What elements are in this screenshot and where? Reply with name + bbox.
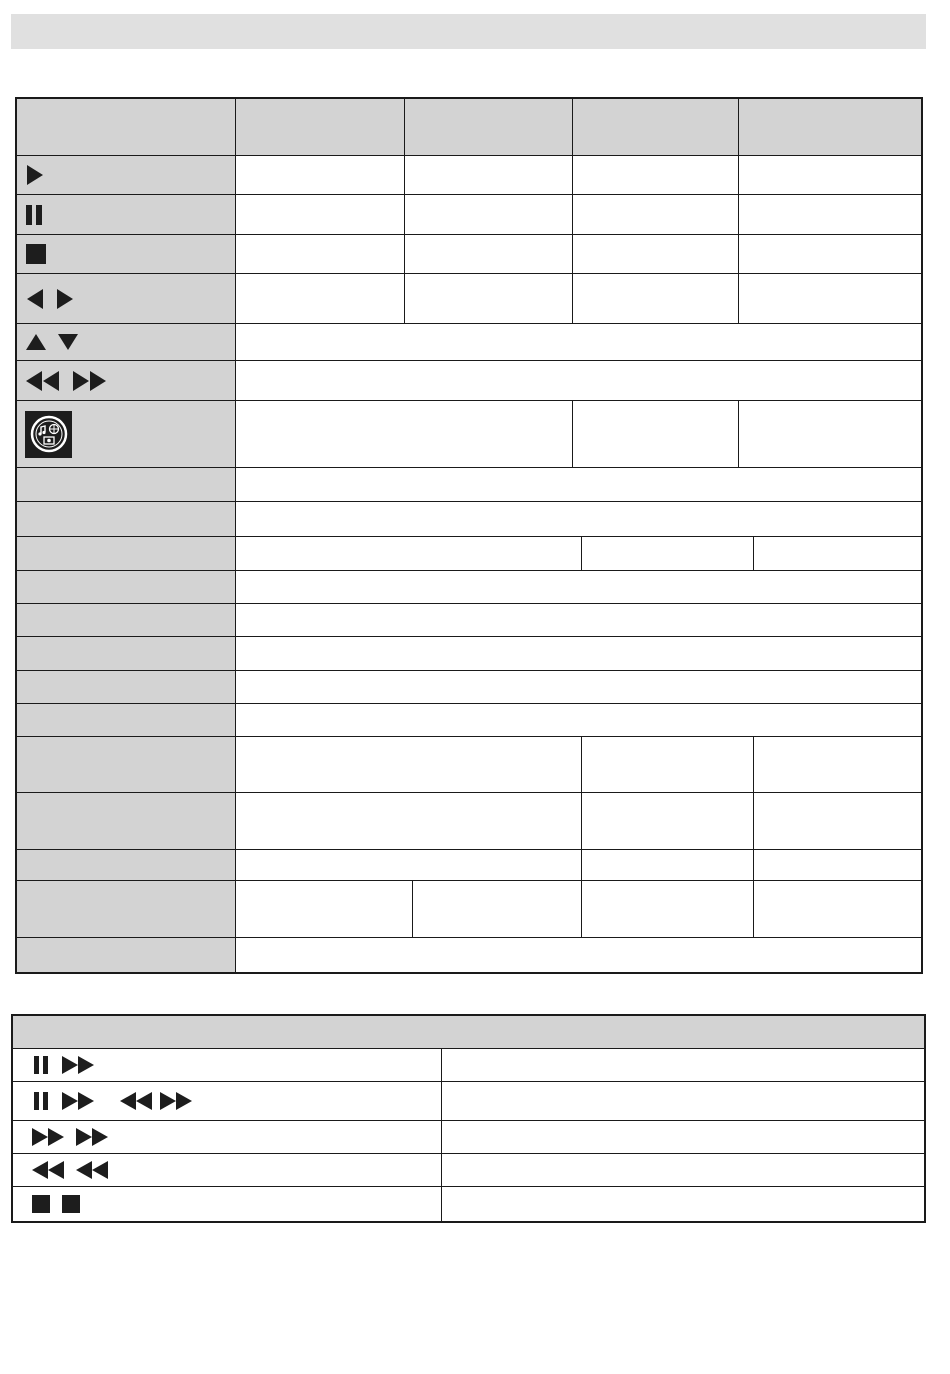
row-key-stop <box>17 235 235 273</box>
fast-forward-icon <box>31 1127 65 1147</box>
table-cell <box>739 235 921 273</box>
table-cell-split <box>236 850 921 880</box>
table-cell <box>739 274 921 323</box>
row-key <box>17 671 235 703</box>
table-cell-merged <box>236 671 921 703</box>
row-key <box>17 737 235 792</box>
fast-forward-icon <box>71 370 107 392</box>
fast-forward-icon <box>75 1127 109 1147</box>
table-cell <box>405 156 572 194</box>
row-key-rewind-forward <box>17 361 235 400</box>
table-cell <box>573 274 738 323</box>
row-key-media-browser <box>17 401 235 467</box>
table-cell <box>739 156 921 194</box>
rewind-icon <box>25 370 61 392</box>
table-cell <box>739 401 921 467</box>
table-cell <box>573 156 738 194</box>
table-cell-merged <box>236 361 921 400</box>
row-key-play <box>17 156 235 194</box>
sequence-row-keys <box>13 1049 441 1081</box>
stop-icon <box>61 1194 81 1214</box>
rewind-icon <box>75 1160 109 1180</box>
left-arrow-icon <box>25 288 45 310</box>
media-playback-table <box>15 97 923 974</box>
row-key <box>17 938 235 972</box>
sequence-row-keys <box>13 1187 441 1221</box>
row-key <box>17 881 235 937</box>
row-key-left-right <box>17 274 235 323</box>
header-cell <box>573 99 738 155</box>
play-icon <box>25 164 45 186</box>
row-key <box>17 793 235 849</box>
table-cell-merged <box>236 502 921 536</box>
row-key <box>17 637 235 670</box>
pause-icon <box>25 204 45 226</box>
row-key <box>17 468 235 501</box>
pause-icon <box>33 1055 51 1075</box>
button-sequence-table <box>11 1014 926 1223</box>
sequence-row-description <box>442 1049 924 1081</box>
table-cell <box>236 274 404 323</box>
sequence-row-description <box>442 1154 924 1186</box>
table-cell-merged <box>236 704 921 736</box>
header-cell <box>739 99 921 155</box>
fast-forward-icon <box>61 1091 95 1111</box>
sequence-row-description <box>442 1187 924 1221</box>
table-cell-merged <box>236 401 572 467</box>
header-cell <box>236 99 404 155</box>
table-cell <box>405 274 572 323</box>
sequence-table-header <box>13 1016 924 1048</box>
stop-icon <box>25 243 47 265</box>
table-cell <box>236 195 404 234</box>
header-cell <box>405 99 572 155</box>
row-key-up-down <box>17 324 235 360</box>
table-cell <box>573 195 738 234</box>
sequence-row-description <box>442 1121 924 1153</box>
rewind-icon <box>31 1160 65 1180</box>
stop-icon <box>31 1194 51 1214</box>
table-cell <box>405 235 572 273</box>
table-cell-merged <box>236 571 921 603</box>
table-cell-merged <box>236 324 921 360</box>
table-cell-split <box>236 537 921 570</box>
row-key <box>17 571 235 603</box>
sequence-row-keys <box>13 1121 441 1153</box>
table-cell-split <box>236 737 921 792</box>
table-cell-split <box>236 881 921 937</box>
row-key <box>17 604 235 636</box>
down-arrow-icon <box>57 332 79 352</box>
table-cell-merged <box>236 938 921 972</box>
table-cell-merged <box>236 604 921 636</box>
table-cell <box>236 235 404 273</box>
table-cell <box>739 195 921 234</box>
row-key <box>17 502 235 536</box>
table-cell-merged <box>236 637 921 670</box>
table-cell <box>573 401 738 467</box>
table-cell-split <box>236 793 921 849</box>
section-header-bar <box>11 14 926 49</box>
rewind-icon <box>119 1091 153 1111</box>
row-key <box>17 537 235 570</box>
row-key <box>17 704 235 736</box>
sequence-row-keys <box>13 1082 441 1120</box>
table-cell <box>405 195 572 234</box>
table-cell-merged <box>236 468 921 501</box>
table-cell <box>573 235 738 273</box>
sequence-row-description <box>442 1082 924 1120</box>
row-key <box>17 850 235 880</box>
row-key-pause <box>17 195 235 234</box>
sequence-row-keys <box>13 1154 441 1186</box>
pause-icon <box>33 1091 51 1111</box>
right-arrow-icon <box>55 288 75 310</box>
table-cell <box>236 156 404 194</box>
header-cell <box>17 99 235 155</box>
media-browser-icon <box>25 411 72 458</box>
fast-forward-icon <box>159 1091 193 1111</box>
up-arrow-icon <box>25 332 47 352</box>
fast-forward-icon <box>61 1055 95 1075</box>
